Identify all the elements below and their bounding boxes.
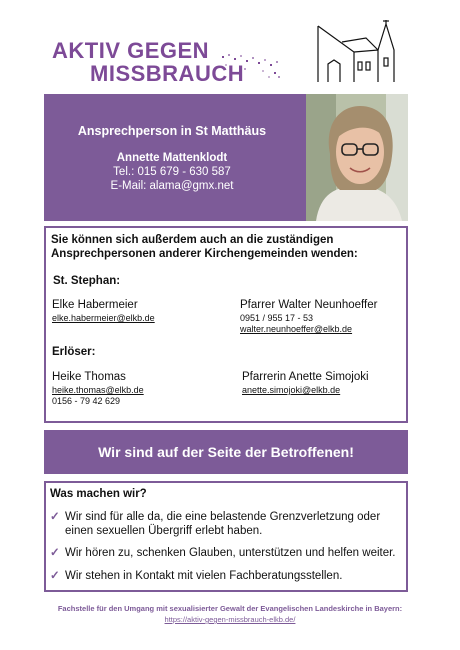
list-item-text: Wir stehen in Kontakt mit vielen Fachberatungsstellen. bbox=[65, 570, 343, 582]
portrait-photo bbox=[306, 94, 408, 221]
person-email-link[interactable]: heike.thomas@elkb.de bbox=[52, 385, 144, 395]
person-email-link[interactable]: elke.habermeier@elkb.de bbox=[52, 313, 155, 323]
list-item bbox=[50, 569, 404, 583]
person-email-link[interactable]: walter.neunhoeffer@elkb.de bbox=[240, 324, 353, 334]
contact-email: E-Mail: alama@gmx.net bbox=[110, 180, 234, 192]
logo-dots-graphic bbox=[220, 50, 282, 80]
what-we-do-panel bbox=[44, 481, 408, 592]
list-item bbox=[50, 510, 404, 538]
footer-website-link[interactable]: https://aktiv-gegen-missbrauch-elkb.de/ bbox=[164, 615, 296, 624]
contact-name: Annette Mattenklodt bbox=[116, 152, 228, 164]
logo-line2: MISSBRAUCH bbox=[90, 61, 245, 86]
person-phone: 0951 / 955 17 - 53 bbox=[240, 313, 314, 323]
person-email-link[interactable]: anette.simojoki@elkb.de bbox=[242, 385, 341, 395]
contact-phone: Tel.: 015 679 - 630 587 bbox=[113, 166, 231, 178]
what-we-do-heading: Was machen wir? bbox=[50, 488, 147, 500]
parish-name-erloeser: Erlöser: bbox=[52, 346, 96, 358]
person-name: Elke Habermeier bbox=[52, 299, 138, 311]
church-outline-icon bbox=[314, 20, 400, 84]
check-icon: ✓ bbox=[50, 570, 60, 582]
list-item-text: Wir sind für alle da, die eine belastende Grenzverletzung oder einen sexuellen Übergriff erlebt haben. bbox=[65, 511, 381, 537]
statement-banner bbox=[44, 430, 408, 474]
list-item bbox=[50, 546, 404, 560]
list-item-text: Wir hören zu, schenken Glauben, unterstützen und helfen weiter. bbox=[65, 547, 396, 559]
other-parishes-intro: Sie können sich außerdem auch an die zuständigen Ansprechpersonen anderer Kirchengemeinden wenden: bbox=[51, 234, 358, 260]
footer-text: Fachstelle für den Umgang mit sexualisierter Gewalt der Evangelischen Landeskirche in Bayern: bbox=[57, 604, 403, 613]
contact-panel bbox=[44, 94, 408, 221]
check-icon: ✓ bbox=[50, 511, 60, 523]
person-name: Pfarrer Walter Neunhoeffer bbox=[240, 299, 378, 311]
statement-banner-text: Wir sind auf der Seite der Betroffenen! bbox=[98, 444, 354, 460]
check-icon: ✓ bbox=[50, 547, 60, 559]
contact-title: Ansprechperson in St Matthäus bbox=[77, 124, 267, 138]
person-name: Heike Thomas bbox=[52, 371, 126, 383]
person-phone: 0156 - 79 42 629 bbox=[52, 396, 121, 406]
parish-name-st-stephan: St. Stephan: bbox=[53, 275, 121, 287]
logo-line1: AKTIV GEGEN bbox=[52, 38, 210, 63]
logo bbox=[52, 40, 282, 86]
person-name: Pfarrerin Anette Simojoki bbox=[242, 371, 369, 383]
other-parishes-panel bbox=[44, 226, 408, 423]
